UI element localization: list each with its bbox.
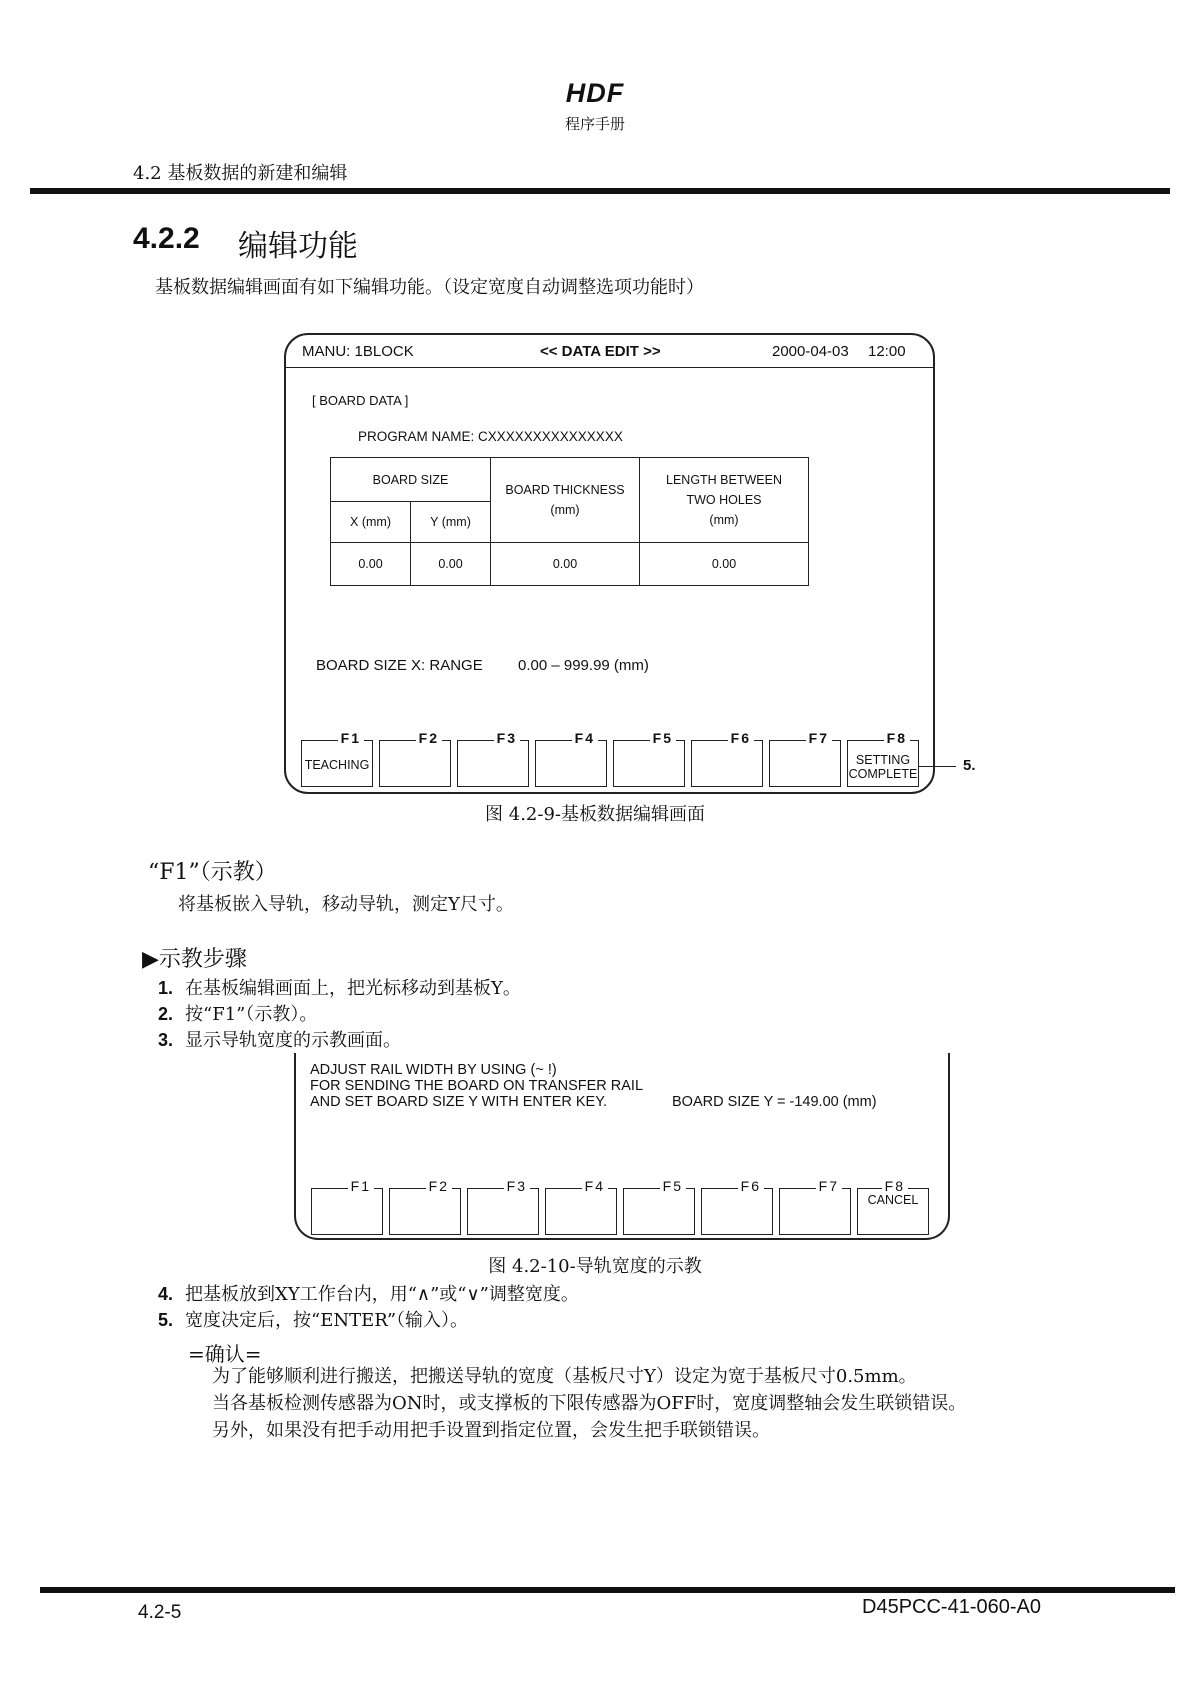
screen-time: 12:00 xyxy=(868,343,906,360)
fkey-sub xyxy=(848,753,918,781)
x-col-header: X (mm) xyxy=(331,502,411,543)
fkey-label: F7 xyxy=(806,730,832,746)
step-5 xyxy=(158,1306,468,1332)
board-data-label: [ BOARD DATA ] xyxy=(312,393,409,408)
y-value-cell[interactable]: 0.00 xyxy=(411,543,491,586)
manual-subtitle: 程序手册 xyxy=(564,115,625,133)
instruction-line-2: FOR SENDING THE BOARD ON TRANSFER RAIL xyxy=(310,1078,644,1094)
length-label-1: LENGTH BETWEEN xyxy=(666,473,782,487)
board-size-y-readout: BOARD SIZE Y = -149.00 (mm) xyxy=(672,1094,877,1110)
step-text: 把基板放到XY工作台内，用“∧”或“∨”调整宽度。 xyxy=(185,1284,579,1305)
f5-button[interactable] xyxy=(623,1178,695,1235)
screen-title: << DATA EDIT >> xyxy=(540,343,661,360)
fkey-label: F6 xyxy=(738,1178,764,1194)
figure-caption-2: 图 4.2-10-导轨宽度的示教 xyxy=(488,1256,702,1277)
board-size-header: BOARD SIZE xyxy=(331,458,491,502)
f1-description: 将基板嵌入导轨，移动导轨，测定Y尺寸。 xyxy=(178,894,514,915)
program-name: PROGRAM NAME: CXXXXXXXXXXXXXXX xyxy=(358,429,623,444)
fkey-label: F8 xyxy=(882,1178,908,1194)
f1-teaching-button[interactable] xyxy=(301,730,373,787)
screen-date: 2000-04-03 xyxy=(772,343,849,360)
fkey-sub-line-2: COMPLETE xyxy=(848,767,918,781)
fkey-bar-2 xyxy=(311,1178,929,1235)
f7-button[interactable] xyxy=(779,1178,851,1235)
instruction-line-3: AND SET BOARD SIZE Y WITH ENTER KEY. xyxy=(310,1094,608,1110)
f1-heading: “F1”（示教） xyxy=(148,860,277,885)
f2-button[interactable] xyxy=(389,1178,461,1235)
thickness-header xyxy=(491,458,640,543)
intro-text: 基板数据编辑画面有如下编辑功能。（设定宽度自动调整选项功能时） xyxy=(155,277,704,298)
step-number: 4. xyxy=(158,1284,174,1304)
callout-leader-line xyxy=(919,766,956,767)
f4-button[interactable] xyxy=(535,730,607,787)
thickness-unit: (mm) xyxy=(550,503,580,517)
header-rule xyxy=(30,188,1170,194)
document-id: D45PCC-41-060-A0 xyxy=(862,1596,1041,1618)
f7-button[interactable] xyxy=(769,730,841,787)
f3-button[interactable] xyxy=(457,730,529,787)
f5-button[interactable] xyxy=(613,730,685,787)
f1-button[interactable] xyxy=(311,1178,383,1235)
heading-text: 编辑功能 xyxy=(238,229,358,264)
range-value: 0.00 – 999.99 (mm) xyxy=(518,657,649,674)
step-1 xyxy=(158,974,521,1000)
heading-number: 4.2.2 xyxy=(133,222,200,255)
f2-button[interactable] xyxy=(379,730,451,787)
note-line-3: 另外，如果没有把手动用把手设置到指定位置，会发生把手联锁错误。 xyxy=(212,1420,770,1441)
f3-button[interactable] xyxy=(467,1178,539,1235)
fkey-label: F3 xyxy=(494,730,520,746)
step-text: 在基板编辑画面上，把光标移动到基板Y。 xyxy=(185,978,521,999)
length-value-cell[interactable]: 0.00 xyxy=(640,543,809,586)
range-label: BOARD SIZE X: RANGE xyxy=(316,657,483,674)
fkey-label: F6 xyxy=(728,730,754,746)
length-unit: (mm) xyxy=(709,513,739,527)
fkey-label: F2 xyxy=(416,730,442,746)
step-number: 3. xyxy=(158,1030,174,1050)
page-number: 4.2-5 xyxy=(138,1602,182,1623)
fkey-label: F4 xyxy=(582,1178,608,1194)
fkey-label: F5 xyxy=(650,730,676,746)
fkey-label: F1 xyxy=(338,730,364,746)
confirm-label: =确认= xyxy=(188,1342,262,1366)
step-text: 按“F1”（示教）。 xyxy=(185,1004,318,1025)
fkey-label: F2 xyxy=(426,1178,452,1194)
teaching-instructions xyxy=(310,1062,643,1110)
step-text: 显示导轨宽度的示教画面。 xyxy=(185,1030,402,1051)
step-number: 5. xyxy=(158,1310,174,1330)
y-col-header: Y (mm) xyxy=(411,502,491,543)
screen-title-divider xyxy=(284,367,935,368)
step-number: 1. xyxy=(158,978,174,998)
fkey-sub-line-1: SETTING xyxy=(855,753,911,767)
x-value-cell[interactable]: 0.00 xyxy=(331,543,411,586)
length-label-2: TWO HOLES xyxy=(686,493,762,507)
board-data-table xyxy=(330,457,809,586)
f8-cancel-button[interactable] xyxy=(857,1178,929,1235)
step-2 xyxy=(158,1000,317,1026)
f6-button[interactable] xyxy=(691,730,763,787)
instruction-line-1: ADJUST RAIL WIDTH BY USING (~ !) xyxy=(310,1062,557,1078)
note-line-2: 当各基板检测传感器为ON时，或支撑板的下限传感器为OFF时，宽度调整轴会发生联锁错误。 xyxy=(212,1393,967,1414)
fkey-bar-1 xyxy=(301,730,919,787)
footer-rule xyxy=(40,1587,1175,1593)
step-text: 宽度决定后，按“ENTER”（输入）。 xyxy=(185,1310,469,1331)
fkey-sub: CANCEL xyxy=(867,1193,919,1207)
f6-button[interactable] xyxy=(701,1178,773,1235)
callout-number: 5. xyxy=(963,757,976,774)
fkey-label: F4 xyxy=(572,730,598,746)
f4-button[interactable] xyxy=(545,1178,617,1235)
step-3 xyxy=(158,1026,401,1052)
f8-setting-complete-button[interactable] xyxy=(847,730,919,787)
figure-caption-1: 图 4.2-9-基板数据编辑画面 xyxy=(485,804,705,825)
step-number: 2. xyxy=(158,1004,174,1024)
note-line-1: 为了能够顺利进行搬送，把搬送导轨的宽度（基板尺寸Y）设定为宽于基板尺寸0.5mm。 xyxy=(212,1366,917,1387)
fkey-label: F8 xyxy=(884,730,910,746)
thickness-value-cell[interactable]: 0.00 xyxy=(491,543,640,586)
screen-mode: MANU: 1BLOCK xyxy=(302,343,414,360)
thickness-label: BOARD THICKNESS xyxy=(505,483,625,497)
fkey-label: F7 xyxy=(816,1178,842,1194)
fkey-label: F1 xyxy=(348,1178,374,1194)
step-4 xyxy=(158,1280,579,1306)
manual-title: HDF xyxy=(565,78,625,108)
length-header xyxy=(640,458,809,543)
fkey-label: F5 xyxy=(660,1178,686,1194)
fkey-sub: TEACHING xyxy=(304,758,370,772)
fkey-label: F3 xyxy=(504,1178,530,1194)
steps-heading: ▶示教步骤 xyxy=(142,947,247,972)
section-title: 4.2 基板数据的新建和编辑 xyxy=(133,163,348,184)
